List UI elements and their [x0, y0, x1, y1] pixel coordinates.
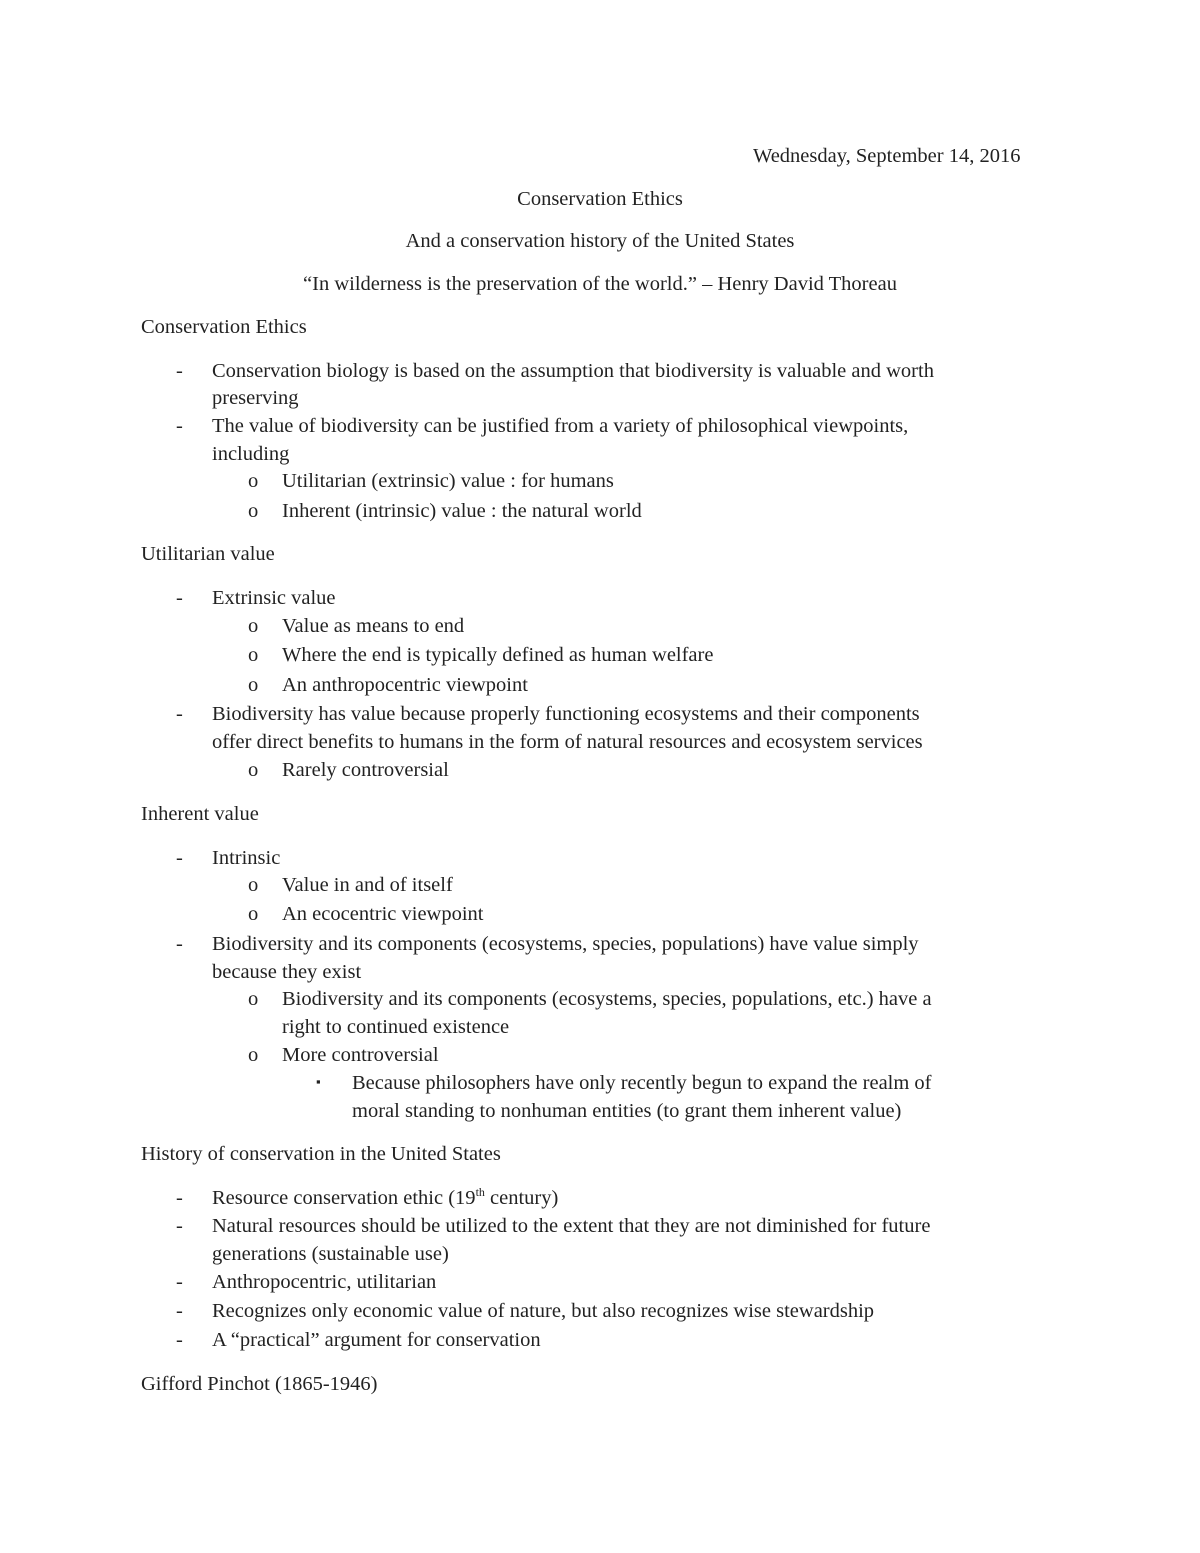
bullet-text: Recognizes only economic value of nature, but also recognizes wise stewardship: [212, 1300, 875, 1322]
document-title: Conservation Ethics: [517, 188, 683, 210]
circle-bullet-marker: o: [248, 500, 259, 522]
dash-bullet-marker: -: [176, 847, 183, 869]
bullet-text: Biodiversity and its components (ecosystems, species, populations) have value simply: [212, 933, 919, 955]
square-bullet-marker: ▪: [316, 1074, 321, 1089]
dash-bullet-marker: -: [176, 587, 183, 609]
superscript-ordinal: th: [475, 1185, 485, 1200]
bullet-text-part: century): [484, 1187, 559, 1209]
bullet-text-continued: generations (sustainable use): [212, 1243, 449, 1265]
dash-bullet-marker: -: [176, 415, 183, 437]
dash-bullet-marker: -: [176, 1215, 183, 1237]
bullet-text-continued: because they exist: [212, 961, 362, 983]
bullet-text: Extrinsic value: [212, 587, 336, 609]
bullet-text: Natural resources should be utilized to the extent that they are not diminished for future: [212, 1215, 931, 1237]
epigraph-quote: “In wilderness is the preservation of the world.” – Henry David Thoreau: [303, 273, 897, 295]
bullet-text: Anthropocentric, utilitarian: [212, 1271, 437, 1293]
circle-bullet-marker: o: [248, 674, 259, 696]
sub-bullet-text: Value in and of itself: [282, 874, 453, 896]
sub-bullet-text: Utilitarian (extrinsic) value : for humans: [282, 470, 614, 492]
bullet-text: Biodiversity has value because properly functioning ecosystems and their components: [212, 703, 920, 725]
section-heading-utilitarian-value: Utilitarian value: [141, 543, 275, 565]
dash-bullet-marker: -: [176, 1271, 183, 1293]
section-heading-conservation-ethics: Conservation Ethics: [141, 316, 307, 338]
bullet-text-part: Resource conservation ethic (19: [212, 1187, 476, 1209]
document-date: Wednesday, September 14, 2016: [753, 145, 1021, 167]
sub-sub-bullet-text: Because philosophers have only recently begun to expand the realm of: [352, 1072, 932, 1094]
bullet-text: A “practical” argument for conservation: [212, 1329, 541, 1351]
section-heading-history-of-conservation: History of conservation in the United States: [141, 1143, 501, 1165]
sub-bullet-text: Rarely controversial: [282, 759, 449, 781]
bullet-text-continued: offer direct benefits to humans in the form of natural resources and ecosystem services: [212, 731, 923, 753]
bullet-text: [212, 1184, 558, 1212]
sub-bullet-text: Where the end is typically defined as human welfare: [282, 644, 714, 666]
dash-bullet-marker: -: [176, 1300, 183, 1322]
sub-bullet-text: Biodiversity and its components (ecosystems, species, populations, etc.) have a: [282, 988, 932, 1010]
bullet-text: Conservation biology is based on the assumption that biodiversity is valuable and worth: [212, 360, 934, 382]
bullet-text-continued: including: [212, 443, 290, 465]
document-subtitle: And a conservation history of the United States: [405, 230, 795, 252]
dash-bullet-marker: -: [176, 1187, 183, 1209]
dash-bullet-marker: -: [176, 703, 183, 725]
circle-bullet-marker: o: [248, 1044, 259, 1066]
circle-bullet-marker: o: [248, 644, 259, 666]
dash-bullet-marker: -: [176, 360, 183, 382]
section-heading-inherent-value: Inherent value: [141, 803, 259, 825]
sub-bullet-text: An anthropocentric viewpoint: [282, 674, 528, 696]
sub-bullet-text: More controversial: [282, 1044, 439, 1066]
circle-bullet-marker: o: [248, 874, 259, 896]
circle-bullet-marker: o: [248, 470, 259, 492]
circle-bullet-marker: o: [248, 903, 259, 925]
sub-bullet-text-continued: right to continued existence: [282, 1016, 510, 1038]
circle-bullet-marker: o: [248, 615, 259, 637]
circle-bullet-marker: o: [248, 759, 259, 781]
section-heading-gifford-pinchot: Gifford Pinchot (1865-1946): [141, 1373, 378, 1395]
sub-bullet-text: Inherent (intrinsic) value : the natural world: [282, 500, 642, 522]
sub-sub-bullet-text-continued: moral standing to nonhuman entities (to grant them inherent value): [352, 1100, 902, 1122]
bullet-text: The value of biodiversity can be justified from a variety of philosophical viewpoints,: [212, 415, 909, 437]
sub-bullet-text: Value as means to end: [282, 615, 465, 637]
bullet-text-continued: preserving: [212, 387, 299, 409]
sub-bullet-text: An ecocentric viewpoint: [282, 903, 484, 925]
dash-bullet-marker: -: [176, 933, 183, 955]
dash-bullet-marker: -: [176, 1329, 183, 1351]
circle-bullet-marker: o: [248, 988, 259, 1010]
bullet-text: Intrinsic: [212, 847, 281, 869]
